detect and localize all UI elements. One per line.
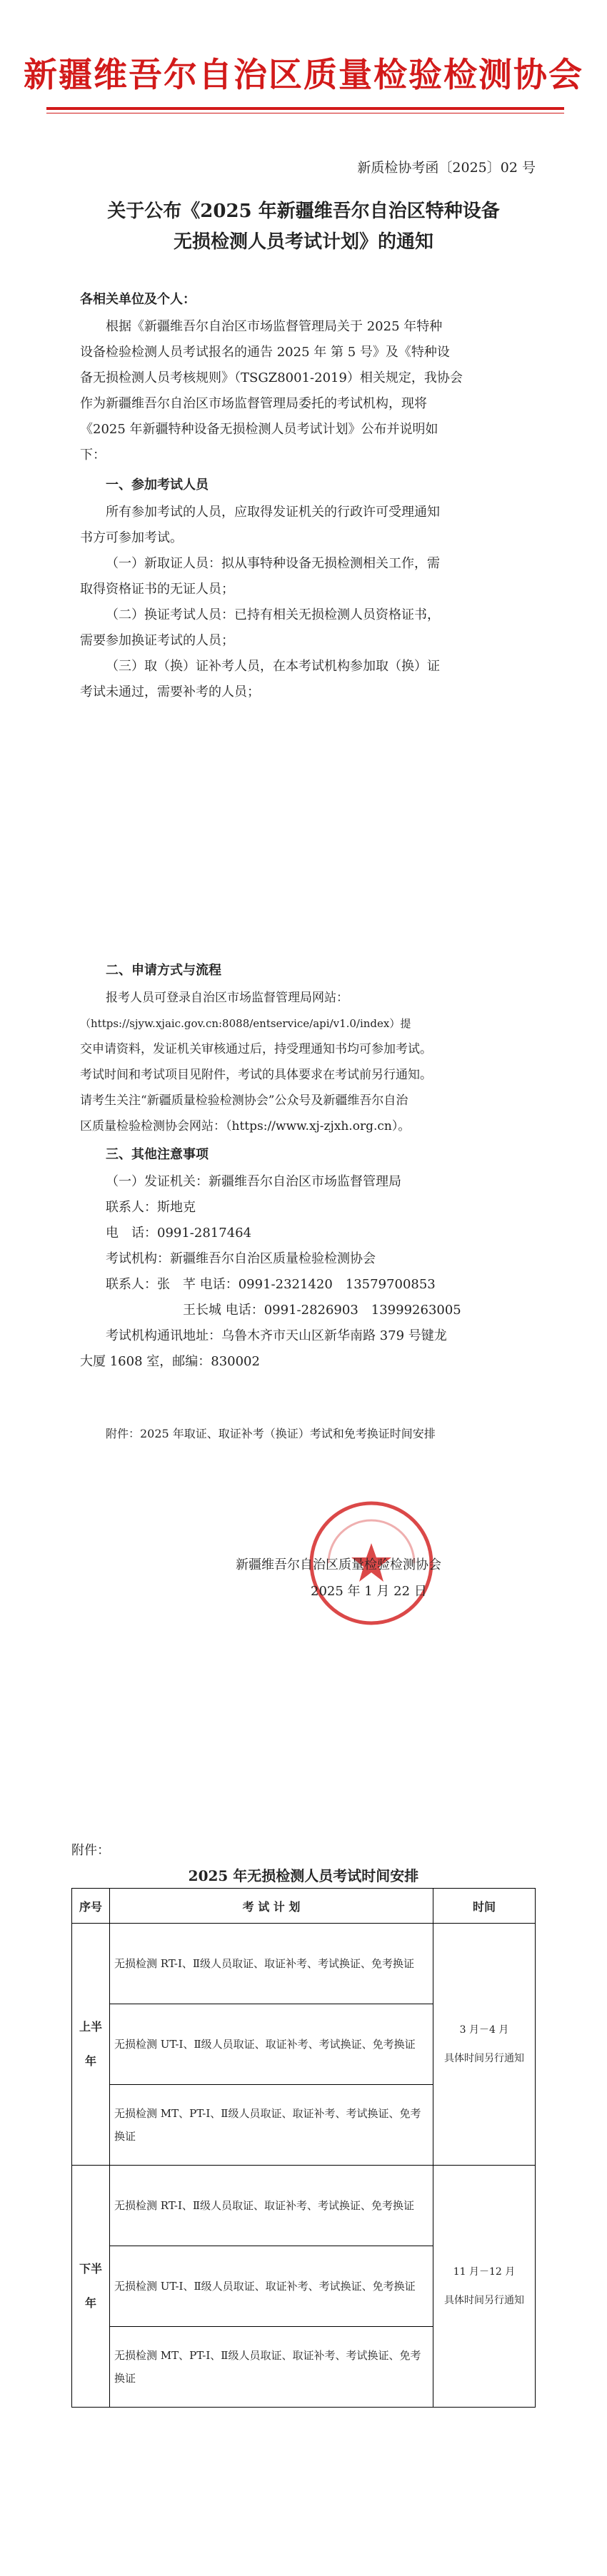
- intro-line: 《2025 年新疆特种设备无损检测人员考试计划》公布并说明如: [80, 422, 438, 437]
- mailing-address: 考试机构通讯地址：乌鲁木齐市天山区新华南路 379 号键龙: [106, 1328, 447, 1343]
- intro-line: 备无损检测人员考核规则》（TSGZ8001-2019）相关规定，我协会: [80, 370, 463, 385]
- contact-phone: 电 话：0991-2817464: [106, 1226, 252, 1241]
- table-row: [72, 1924, 536, 2004]
- association-website-link[interactable]: 区质量检验检测协会网站：（https://www.xj-zjxh.org.cn）。: [80, 1119, 411, 1133]
- section-2-line: 请考生关注“新疆质量检验检测协会”公众号及新疆维吾尔自治: [80, 1093, 408, 1108]
- section-1-line: （二）换证考试人员：已持有相关无损检测人员资格证书，: [106, 607, 440, 622]
- section-2-heading: 二、申请方式与流程: [106, 963, 221, 978]
- signature-organization: 新疆维吾尔自治区质量检验检测协会: [236, 1557, 441, 1572]
- contact-person: 联系人：斯地克: [106, 1200, 196, 1215]
- website-link[interactable]: （https://sjyw.xjaic.gov.cn:8088/entservice/api/v1.0/index）提: [80, 1017, 411, 1030]
- issuing-authority: （一）发证机关：新疆维吾尔自治区市场监督管理局: [106, 1174, 401, 1189]
- intro-line: 根据《新疆维吾尔自治区市场监督管理局关于 2025 年特种: [106, 319, 443, 334]
- table-header-row: [72, 1889, 536, 1924]
- header-divider-thick: [46, 107, 564, 110]
- section-1-line: 取得资格证书的无证人员；: [80, 582, 234, 597]
- notice-title-line-2: 无损检测人员考试计划》的通知: [173, 231, 433, 253]
- exam-schedule-table: [71, 1888, 536, 2408]
- time-note: 具体时间另行通知: [444, 2053, 524, 2064]
- half-year-label: 上半年: [72, 1924, 110, 2166]
- section-2-line: 交申请资料，发证机关审核通过后，持受理通知书均可参加考试。: [80, 1042, 432, 1056]
- contact-person-2: 王长城 电话：0991-2826903 13999263005: [183, 1303, 461, 1318]
- section-1-line: 书方可参加考试。: [80, 530, 183, 545]
- plan-cell: 无损检测 UT-Ⅰ、Ⅱ级人员取证、取证补考、考试换证、免考换证: [110, 2004, 433, 2085]
- header-time: 时间: [433, 1889, 536, 1924]
- attachment-note: 附件：2025 年取证、取证补考（换证）考试和免考换证时间安排: [106, 1427, 436, 1440]
- time-cell: [433, 1924, 536, 2166]
- section-1-line: 考试未通过，需要补考的人员；: [80, 685, 260, 699]
- section-2-body: [80, 985, 530, 1139]
- time-range: 3 月－4 月: [459, 2024, 509, 2036]
- salutation: 各相关单位及个人：: [80, 292, 196, 307]
- exam-institution: 考试机构：新疆维吾尔自治区质量检验检测协会: [106, 1251, 376, 1266]
- header-plan: 考 试 计 划: [110, 1889, 433, 1924]
- plan-cell: 无损检测 UT-Ⅰ、Ⅱ级人员取证、取证补考、考试换证、免考换证: [110, 2246, 433, 2327]
- intro-line: 设备检验检测人员考试报名的通告 2025 年 第 5 号》及《特种设: [80, 345, 450, 360]
- document-number: 新质检协考函〔2025〕02 号: [357, 160, 536, 176]
- time-range: 11 月－12 月: [453, 2266, 516, 2278]
- intro-line: 作为新疆维吾尔自治区市场监督管理局委托的考试机构，现将: [80, 396, 427, 411]
- intro-paragraph: [80, 314, 530, 468]
- schedule-table-title: 2025 年无损检测人员考试时间安排: [188, 1867, 419, 1884]
- intro-line: 下：: [80, 448, 106, 463]
- notice-title-line-1: 关于公布《2025 年新疆维吾尔自治区特种设备: [107, 201, 500, 222]
- section-1-line: 需要参加换证考试的人员；: [80, 633, 234, 648]
- time-cell: [433, 2166, 536, 2408]
- contact-person-1: 联系人：张 芊 电话：0991-2321420 13579700853: [106, 1277, 436, 1292]
- section-2-line: 报考人员可登录自治区市场监督管理局网站：: [106, 991, 348, 1005]
- plan-cell: 无损检测 RT-Ⅰ、Ⅱ级人员取证、取证补考、考试换证、免考换证: [110, 1924, 433, 2004]
- org-header-title: 新疆维吾尔自治区质量检验检测协会: [24, 56, 583, 95]
- table-row: [72, 2166, 536, 2246]
- section-3-body: [80, 1169, 530, 1375]
- section-1-body: [80, 500, 530, 705]
- mailing-address-cont: 大厦 1608 室，邮编：830002: [80, 1354, 260, 1369]
- header-seq: 序号: [72, 1889, 110, 1924]
- section-1-line: （三）取（换）证补考人员，在本考试机构参加取（换）证: [106, 659, 440, 674]
- section-1-heading: 一、参加考试人员: [106, 478, 209, 493]
- plan-cell: 无损检测 MT、PT-Ⅰ、Ⅱ级人员取证、取证补考、考试换证、免考换证: [110, 2327, 433, 2408]
- half-year-label: 下半年: [72, 2166, 110, 2408]
- signature-date: 2025 年 1 月 22 日: [311, 1584, 427, 1599]
- plan-cell: 无损检测 MT、PT-Ⅰ、Ⅱ级人员取证、取证补考、考试换证、免考换证: [110, 2085, 433, 2166]
- time-note: 具体时间另行通知: [444, 2295, 524, 2306]
- section-1-line: （一）新取证人员：拟从事特种设备无损检测相关工作，需: [106, 556, 440, 571]
- section-3-heading: 三、其他注意事项: [106, 1147, 209, 1162]
- section-1-line: 所有参加考试的人员，应取得发证机关的行政许可受理通知: [106, 505, 440, 520]
- attachment-label: 附件：: [71, 1843, 110, 1858]
- plan-cell: 无损检测 RT-Ⅰ、Ⅱ级人员取证、取证补考、考试换证、免考换证: [110, 2166, 433, 2246]
- section-2-line: 考试时间和考试项目见附件，考试的具体要求在考试前另行通知。: [80, 1068, 432, 1082]
